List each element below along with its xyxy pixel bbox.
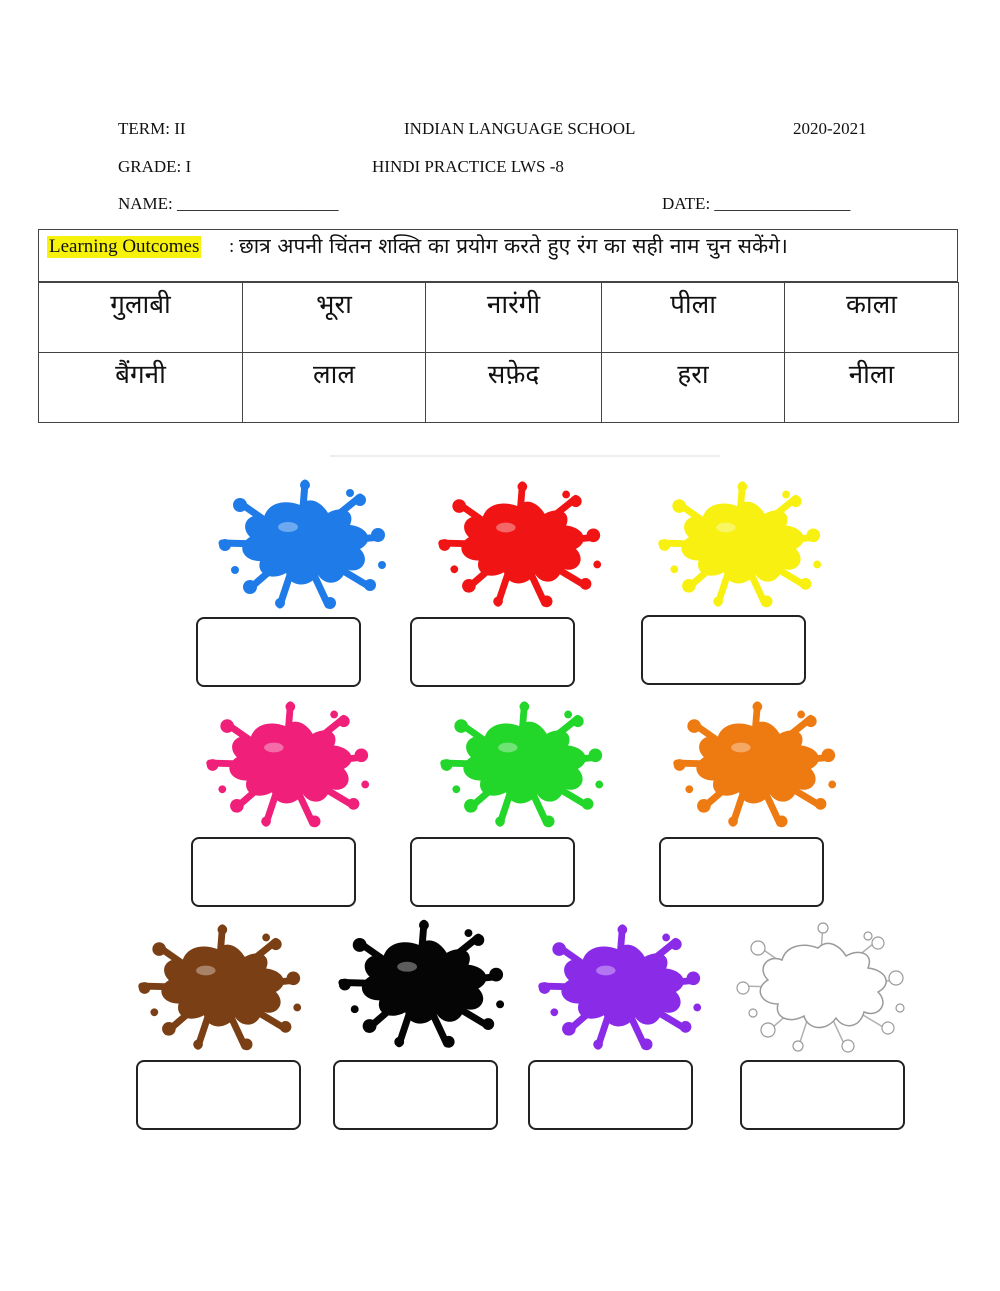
splash-drop <box>813 561 821 569</box>
learning-outcomes-text: छात्र अपनी चिंतन शक्ति का प्रयोग करते हुए रंग का सही नाम चुन सकेंगे। <box>239 234 788 258</box>
splash-drop <box>361 781 369 789</box>
splash-drop <box>793 1041 803 1051</box>
splash-drop <box>353 938 367 952</box>
splash-drop <box>220 719 234 733</box>
answer-box-orange[interactable] <box>659 837 824 907</box>
splash-drop <box>219 539 231 551</box>
splash-drop <box>580 578 592 590</box>
black-splash-icon <box>330 912 508 1057</box>
splash-drop <box>454 719 468 733</box>
splash-drop <box>218 785 226 793</box>
splash-drop <box>348 798 360 810</box>
term-label: TERM: II <box>118 119 186 138</box>
splash-drop <box>261 817 271 827</box>
word-blue: नीला <box>785 353 959 423</box>
splash-drop <box>687 719 701 733</box>
splash-drop <box>441 759 453 771</box>
splash-drop <box>330 711 338 719</box>
splash-drop <box>443 1036 455 1048</box>
yellow-splash-icon <box>650 475 825 615</box>
splash-highlight <box>278 522 298 532</box>
splash-drop <box>339 979 351 991</box>
splash-drop <box>572 715 584 727</box>
splash-highlight <box>596 966 615 976</box>
purple-splash-icon <box>530 918 705 1058</box>
splash-drop <box>233 498 247 512</box>
splash-drop <box>882 1022 894 1034</box>
answer-box-yellow[interactable] <box>641 615 806 685</box>
name-field[interactable]: NAME: ___________________ <box>118 194 339 213</box>
splash-highlight <box>397 962 417 972</box>
splash-drop <box>452 785 460 793</box>
splash-drop <box>371 528 385 542</box>
splash-drop <box>193 1040 203 1050</box>
splash-drop <box>737 982 749 994</box>
word-yellow: पीला <box>602 283 785 353</box>
splash-drop <box>728 817 738 827</box>
splash-drop <box>439 539 451 551</box>
splash-drop <box>896 1004 904 1012</box>
splash-drop <box>394 1037 404 1047</box>
word-green: हरा <box>602 353 785 423</box>
splash-drop <box>687 971 701 985</box>
splash-drop <box>641 1039 653 1051</box>
splash-drop <box>293 1004 301 1012</box>
splash-drop <box>324 597 336 609</box>
splash-highlight <box>731 743 750 753</box>
splash-highlight <box>498 743 517 753</box>
answer-box-blue[interactable] <box>196 617 361 687</box>
splash-drop <box>552 942 566 956</box>
splash-drop <box>805 715 817 727</box>
splash-drop <box>287 971 301 985</box>
splash-drop <box>150 1008 158 1016</box>
learning-outcomes-box <box>38 229 958 282</box>
word-bank-row-1 <box>39 283 959 353</box>
splash-drop <box>419 920 429 930</box>
learning-outcomes-colon: : <box>229 236 235 257</box>
splash-drop <box>693 1004 701 1012</box>
splash-drop <box>495 817 505 827</box>
splash-drop <box>782 491 790 499</box>
splash-drop <box>489 968 503 982</box>
splash-drop <box>496 1000 504 1008</box>
splash-drop <box>363 1019 377 1033</box>
splash-drop <box>593 1040 603 1050</box>
splash-drop <box>761 1023 775 1037</box>
splash-highlight <box>496 523 515 533</box>
splash-drop <box>753 702 763 712</box>
splash-drop <box>618 925 628 935</box>
splash-drop <box>564 711 572 719</box>
splash-drop <box>697 799 711 813</box>
splash-drop <box>354 494 366 506</box>
splash-drop <box>680 1021 692 1033</box>
splash-drop <box>462 579 476 593</box>
splash-drop <box>518 482 528 492</box>
word-red: लाल <box>243 353 426 423</box>
school-name: INDIAN LANGUAGE SCHOOL <box>404 119 636 138</box>
splash-drop <box>493 597 503 607</box>
word-pink: गुलाबी <box>39 283 243 353</box>
splash-highlight <box>264 743 283 753</box>
splash-drop <box>300 480 310 490</box>
white-splash-icon <box>728 918 908 1058</box>
splash-drop <box>828 781 836 789</box>
splash-drop <box>270 938 282 950</box>
splash-drop <box>351 1005 359 1013</box>
blue-splash-icon <box>210 475 390 615</box>
learning-outcomes-label: Learning Outcomes <box>49 236 200 257</box>
answer-box-purple[interactable] <box>528 1060 693 1130</box>
splash-drop <box>355 748 369 762</box>
splash-drop <box>818 923 828 933</box>
splash-highlight <box>716 523 735 533</box>
splash-drop <box>218 925 228 935</box>
splash-drop <box>241 1039 253 1051</box>
splash-drop <box>450 565 458 573</box>
splash-drop <box>659 539 671 551</box>
splash-drop <box>807 528 821 542</box>
splash-drop <box>286 702 296 712</box>
grade-label: GRADE: I <box>118 157 192 176</box>
splash-drop <box>562 1022 576 1036</box>
splash-drop <box>674 759 686 771</box>
splash-drop <box>670 565 678 573</box>
splash-drop <box>589 748 603 762</box>
splash-drop <box>685 785 693 793</box>
splash-drop <box>152 942 166 956</box>
red-splash-icon <box>430 475 605 615</box>
splash-drop <box>452 499 466 513</box>
splash-drop <box>889 971 903 985</box>
splash-drop <box>550 1008 558 1016</box>
splash-drop <box>243 580 257 594</box>
worksheet-title: HINDI PRACTICE LWS -8 <box>372 157 564 176</box>
answer-box-white[interactable] <box>740 1060 905 1130</box>
answer-box-red[interactable] <box>410 617 575 687</box>
splash-drop <box>570 495 582 507</box>
splash-drop <box>482 1018 494 1030</box>
splash-drop <box>562 491 570 499</box>
word-brown: भूरा <box>243 283 426 353</box>
splash-drop <box>797 711 805 719</box>
word-bank-row-2 <box>39 353 959 423</box>
word-black: काला <box>785 283 959 353</box>
splash-drop <box>346 489 354 497</box>
splash-drop <box>749 1009 757 1017</box>
splash-drop <box>842 1040 854 1052</box>
splash-drop <box>587 528 601 542</box>
splash-drop <box>231 566 239 574</box>
splash-drop <box>309 816 321 828</box>
splash-drop <box>672 499 686 513</box>
answer-box-black[interactable] <box>333 1060 498 1130</box>
splash-drop <box>738 482 748 492</box>
academic-year: 2020-2021 <box>793 119 867 138</box>
splash-drop <box>472 934 484 946</box>
orange-splash-icon <box>665 695 840 835</box>
splash-drop <box>139 982 151 994</box>
splash-drop <box>593 561 601 569</box>
splash-drop <box>520 702 530 712</box>
splash-drop <box>364 579 376 591</box>
splash-drop <box>815 798 827 810</box>
splash-drop <box>595 781 603 789</box>
splash-drop <box>822 748 836 762</box>
splash-drop <box>682 579 696 593</box>
word-white: सफ़ेद <box>426 353 602 423</box>
splash-drop <box>751 941 765 955</box>
pink-splash-icon <box>198 695 373 835</box>
splash-drop <box>761 596 773 608</box>
splash-drop <box>464 799 478 813</box>
splash-drop <box>543 816 555 828</box>
splash-drop <box>800 578 812 590</box>
splash-drop <box>280 1021 292 1033</box>
answer-box-pink[interactable] <box>191 837 356 907</box>
splash-drop <box>541 596 553 608</box>
splash-drop <box>539 982 551 994</box>
splash-highlight <box>196 966 215 976</box>
answer-box-green[interactable] <box>410 837 575 907</box>
answer-box-brown[interactable] <box>136 1060 301 1130</box>
splash-drop <box>582 798 594 810</box>
splash-drop <box>872 937 884 949</box>
splash-drop <box>864 932 872 940</box>
splash-drop <box>464 929 472 937</box>
date-field[interactable]: DATE: ________________ <box>662 194 851 213</box>
splash-drop <box>275 598 285 608</box>
splash-drop <box>713 597 723 607</box>
splash-drop <box>230 799 244 813</box>
divider <box>330 455 720 457</box>
green-splash-icon <box>432 695 607 835</box>
splash-drop <box>378 561 386 569</box>
splash-drop <box>207 759 219 771</box>
word-purple: बैंगनी <box>39 353 243 423</box>
splash-drop <box>162 1022 176 1036</box>
splash-drop <box>670 938 682 950</box>
splash-drop <box>776 816 788 828</box>
splash-drop <box>790 495 802 507</box>
splash-drop <box>338 715 350 727</box>
splash-blob <box>760 943 886 1027</box>
splash-drop <box>262 934 270 942</box>
word-orange: नारंगी <box>426 283 602 353</box>
word-bank-table <box>38 282 959 423</box>
splash-drop <box>662 934 670 942</box>
brown-splash-icon <box>130 918 305 1058</box>
